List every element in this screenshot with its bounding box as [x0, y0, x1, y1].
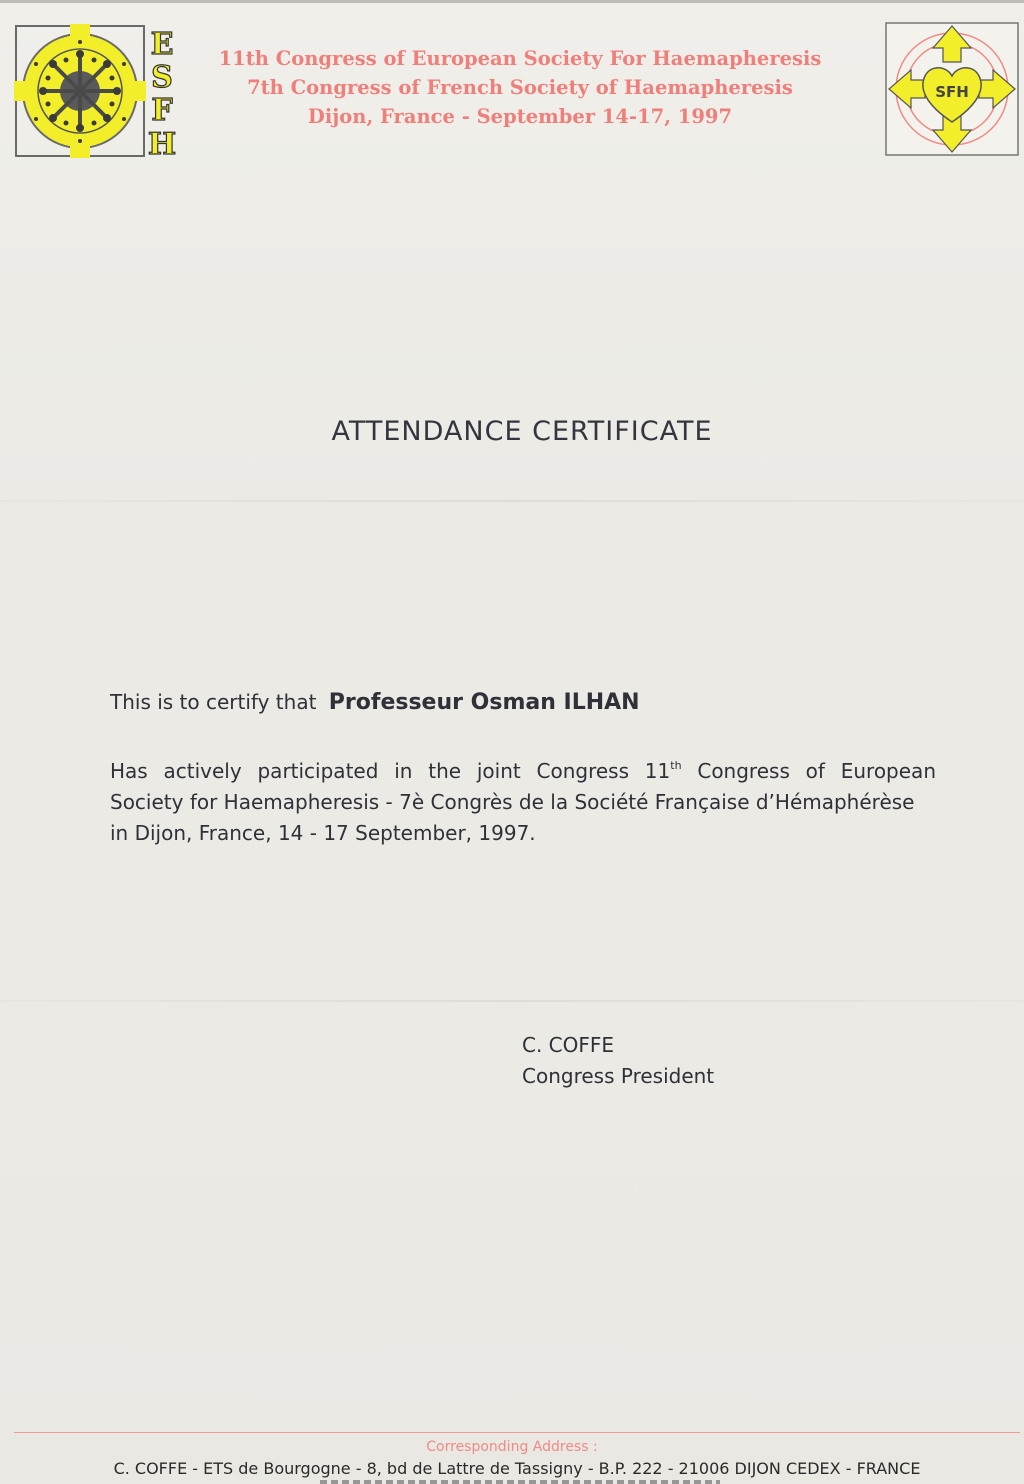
svg-text:H: H — [147, 127, 177, 162]
footer-address: C. COFFE - ETS de Bourgogne - 8, bd de Lattre de Tassigny - B.P. 222 - 21006 DIJON CEDEX - FRANCE — [113, 1459, 921, 1478]
esfh-logo-icon — [14, 24, 180, 162]
footer-cropped-line — [320, 1478, 720, 1484]
svg-text:E: E — [150, 27, 174, 62]
signature-block — [522, 1030, 714, 1092]
certificate-title: ATTENDANCE CERTIFICATE — [331, 416, 713, 447]
congress-header — [200, 44, 840, 131]
recipient-name: Professeur Osman ILHAN — [328, 690, 640, 715]
footer-label: Corresponding Address : — [426, 1439, 598, 1455]
header-line-2: 7th Congress of French Society of Haemapheresis — [247, 76, 793, 99]
page-top-edge — [0, 0, 1024, 3]
footer-divider — [14, 1432, 1020, 1433]
svg-text:F: F — [151, 93, 173, 128]
header-line-3: Dijon, France - September 14-17, 1997 — [307, 105, 733, 128]
participation-paragraph — [110, 756, 936, 849]
paper-fold — [0, 1000, 1024, 1002]
svg-text:S: S — [151, 60, 173, 95]
paper-fold — [0, 500, 1024, 502]
ordinal-suffix: th — [670, 759, 682, 772]
signatory-name: C. COFFE — [522, 1033, 615, 1057]
participation-line-1-text: Has actively participated in the joint Congress 11 — [110, 759, 671, 783]
header-line-1: 11th Congress of European Society For Haemapheresis — [218, 47, 822, 70]
sfh-logo-text: SFH — [935, 83, 969, 101]
signatory-role: Congress President — [522, 1064, 715, 1088]
certify-statement — [110, 690, 640, 715]
participation-line-1 — [110, 756, 936, 787]
certify-prefix: This is to certify that — [110, 690, 317, 714]
participation-line-1-end: Congress of European — [681, 759, 936, 783]
participation-line-3: in Dijon, France, 14 - 17 September, 1997. — [110, 821, 536, 845]
participation-line-2: Society for Haemapheresis - 7è Congrès de la Société Française d’Hémaphérèse — [110, 790, 915, 814]
